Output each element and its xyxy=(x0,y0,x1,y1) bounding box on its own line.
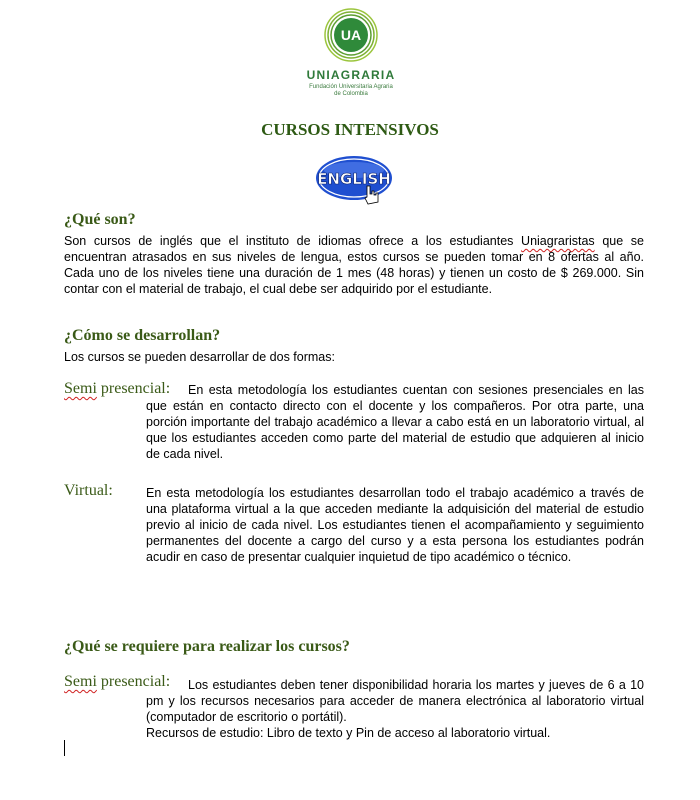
paragraph-semi-presencial: En esta metodología los estudiantes cuentan con sesiones presenciales en las que están en contacto directo con el docente y los compañeros. Por otra parte, una porción importante del trabajo académico a llevar a cabo está en un laboratorio virtual, al que los estudiantes acceden como parte del material de estudio que adquieren al inicio de cada nivel. xyxy=(146,383,644,461)
paragraph-recursos: Recursos de estudio: Libro de texto y Pin de acceso al laboratorio virtual. xyxy=(146,726,551,740)
badge-text: ENGLISH xyxy=(317,170,391,188)
label-req-semi-word: Semi xyxy=(64,673,97,690)
que-son-text-part1: Son cursos de inglés que el instituto de idiomas ofrece a los estudiantes xyxy=(64,234,522,248)
label-req-semi-rest: presencial: xyxy=(96,673,171,690)
page-title: CURSOS INTENSIVOS xyxy=(261,120,439,139)
heading-requisitos: ¿Qué se requiere para realizar los cursos? xyxy=(64,638,350,655)
uniagraria-logo xyxy=(290,8,412,104)
logo-name: UNIAGRARIA xyxy=(306,68,396,82)
label-virtual: Virtual: xyxy=(64,482,113,499)
que-son-text-flagged-word: Uniagraristas xyxy=(521,234,595,248)
logo-initials: UA xyxy=(340,27,362,43)
logo-subtitle xyxy=(290,84,412,98)
heading-que-son: ¿Qué son? xyxy=(64,211,136,228)
logo-rings-icon xyxy=(324,8,378,62)
paragraph-req-semi: Los estudiantes deben tener disponibilidad horaria los martes y jueves de 6 a 10 pm y los recursos necesarios para acceder de manera electrónica al laboratorio virtual (computador de escritorio o portátil). xyxy=(146,678,644,724)
paragraph-virtual: En esta metodología los estudiantes desarrollan todo el trabajo académico a través de una plataforma virtual a la que acceden mediante la adquisición del material de estudio previo al inicio de cada nivel. Los estudiantes tienen el acompañamiento y seguimiento permanentes del docente a cargo del curso y a esta persona los estudiantes podrán acudir en caso de presentar cualquier inquietud de tipo académico o técnico. xyxy=(146,486,644,564)
label-semi-word: Semi xyxy=(64,380,97,397)
english-badge-icon xyxy=(314,152,398,210)
logo-subtitle-line1: Fundación Universitaria Agraria xyxy=(309,84,393,90)
heading-como-se-desarrollan: ¿Cómo se desarrollan? xyxy=(64,327,221,344)
paragraph-que-son xyxy=(64,233,644,297)
text-cursor xyxy=(64,740,65,756)
label-semi-rest: presencial: xyxy=(96,380,171,397)
que-son-text-part2: que se encuentran atrasados en sus niveles de lengua, estos cursos se pueden tomar en 8 ofertas al año. Cada uno de los niveles tiene una duración de 1 mes (48 horas) y tienen un costo de $ 269.000. Sin contar con el material de trabajo, el cual debe ser adquirido por el estudiante. xyxy=(64,234,645,296)
logo-subtitle-line2: de Colombia xyxy=(334,91,368,97)
paragraph-como-intro: Los cursos se pueden desarrollar de dos formas: xyxy=(64,350,335,364)
